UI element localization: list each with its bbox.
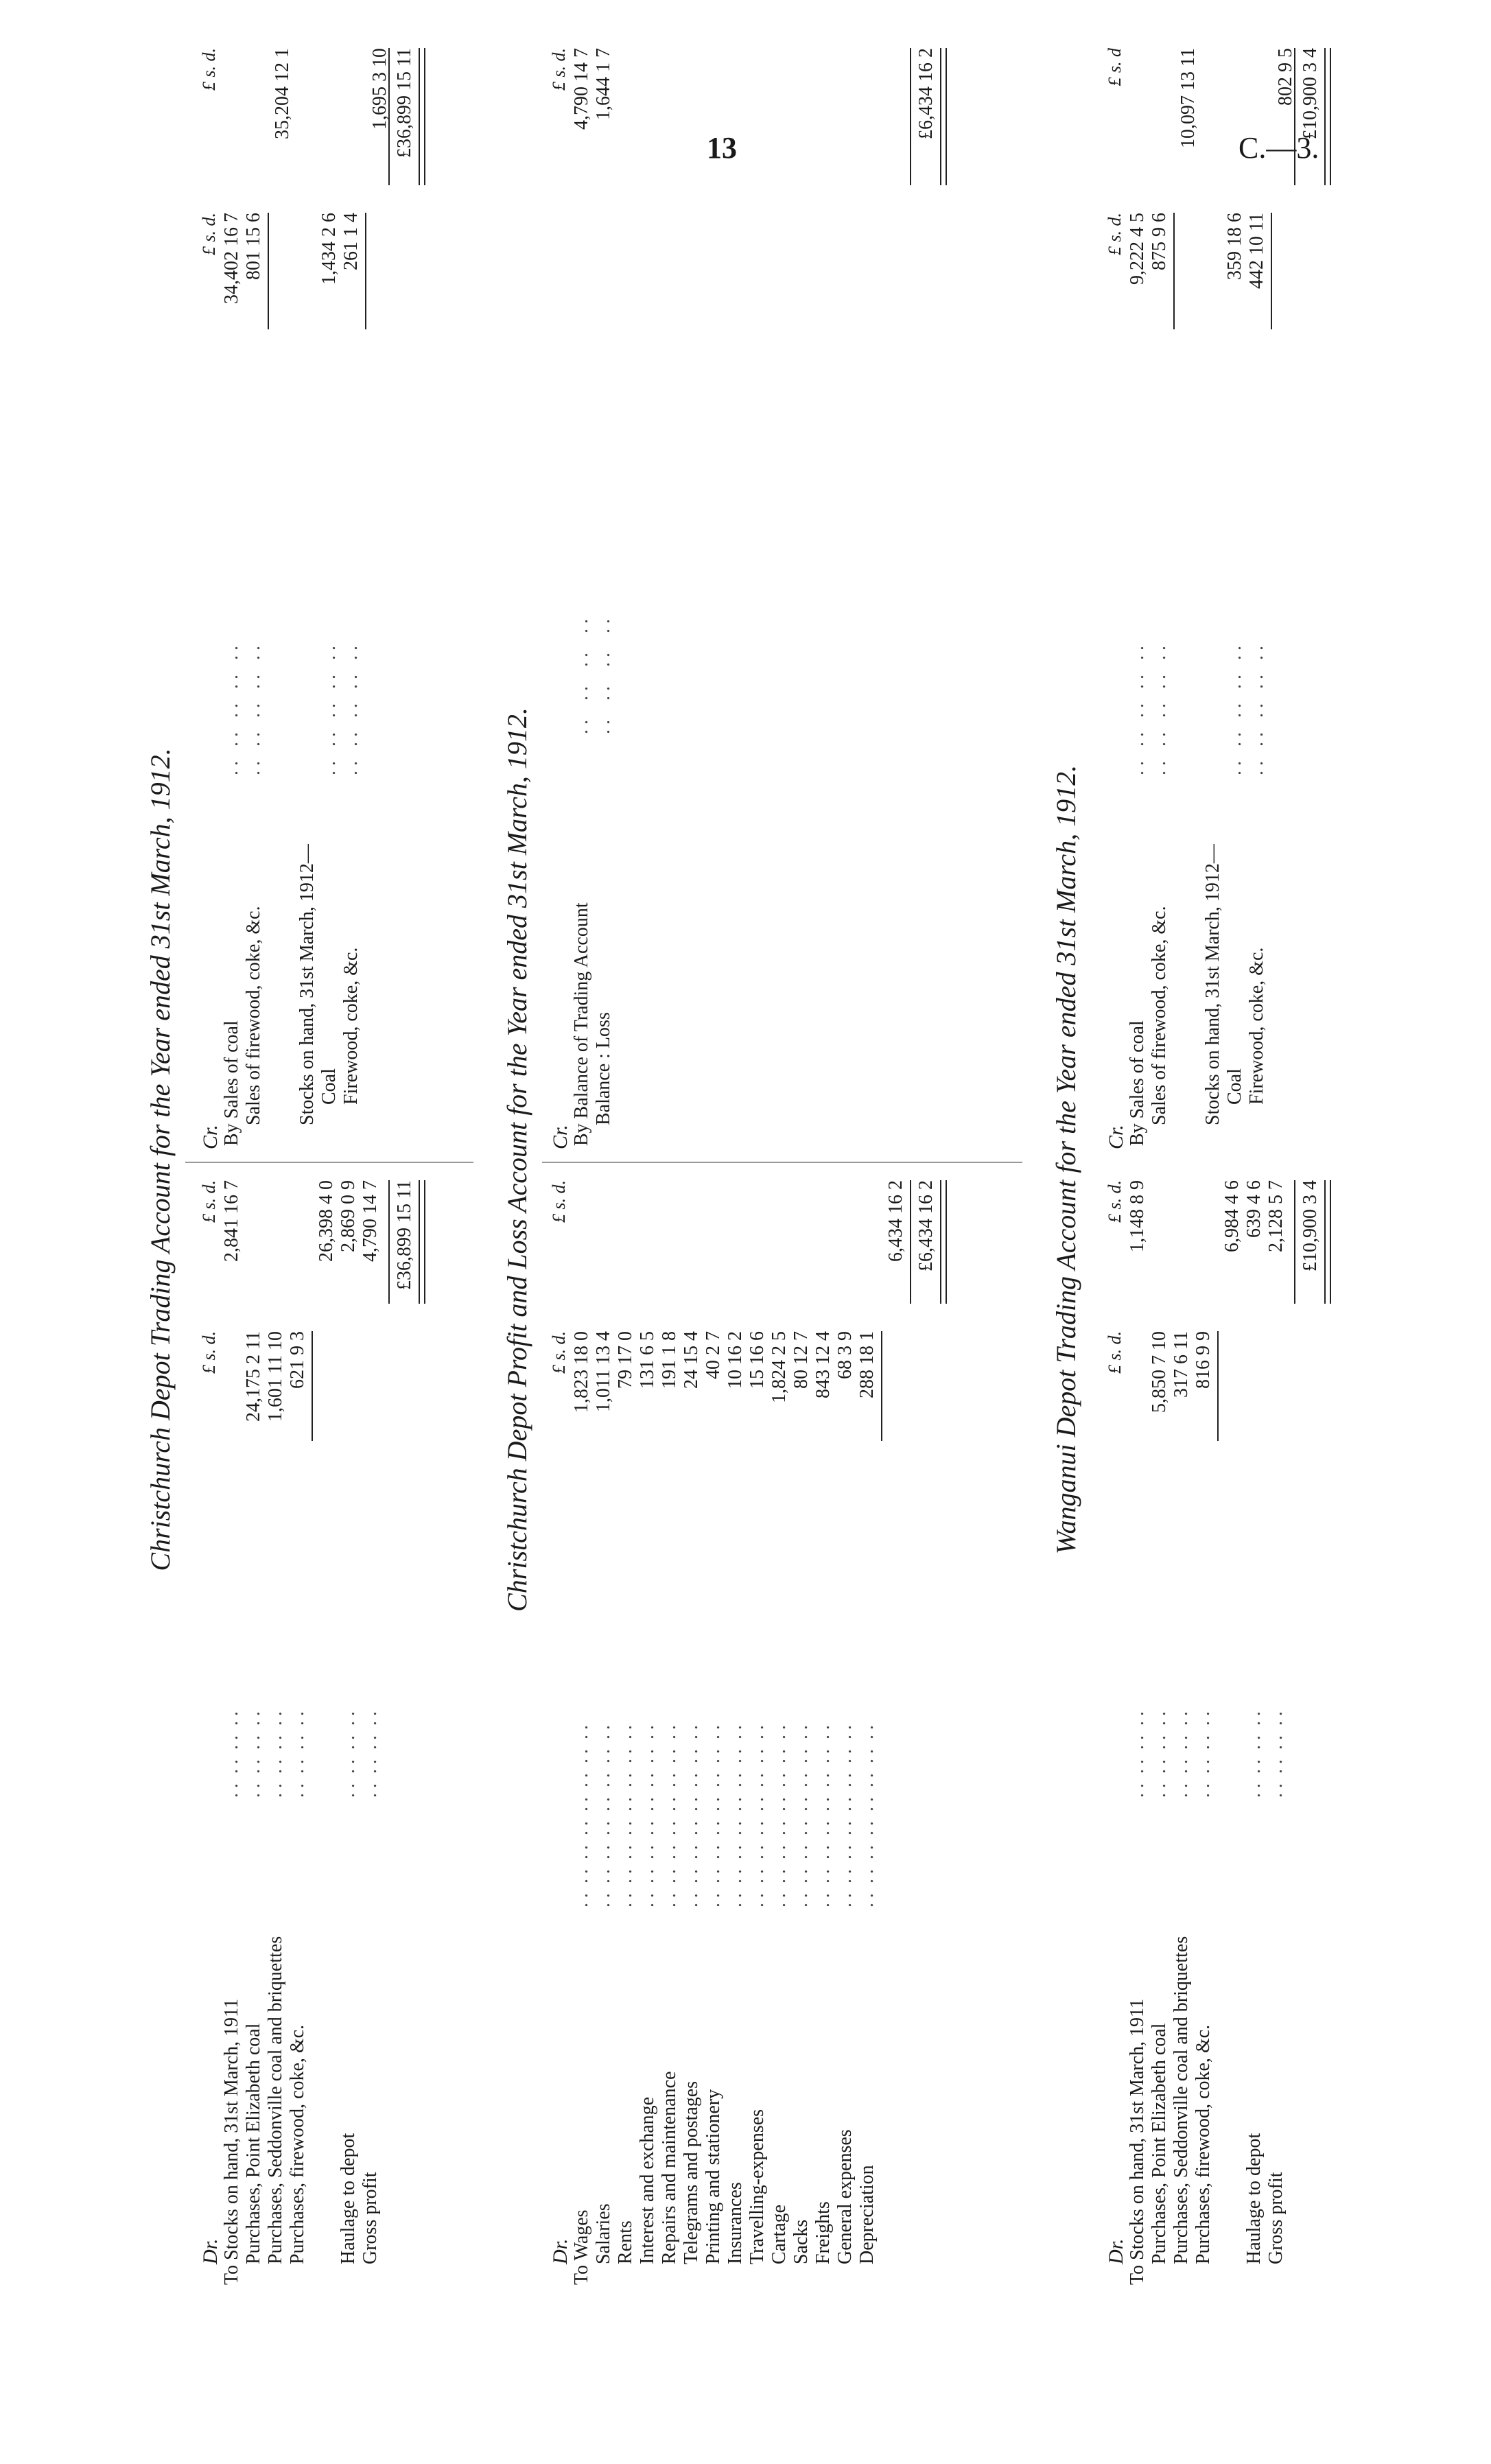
row-label: Salaries: [593, 2203, 614, 2264]
leader-dots: . . . . . . . . . . . . . . . .: [593, 1725, 614, 1908]
cr-inner-col-head: £ s. d.: [199, 213, 219, 256]
row-label: Balance : Loss: [593, 1012, 614, 1125]
leader-dots: . . . . . . . . . . . . . . . .: [725, 1725, 746, 1908]
dr-inner-col-head: £ s. d.: [1105, 1331, 1125, 1374]
total-double-rule: [419, 1180, 425, 1304]
ledger-row: [272, 34, 294, 1160]
total-rule: [388, 48, 390, 185]
outer-amount: 1,148 8 9: [1127, 1180, 1148, 1252]
inner-amount: 80 12 7: [790, 1331, 812, 1389]
account-title: Wanganui Depot Trading Account for the Year ended 31st March, 1912.: [1050, 764, 1081, 1555]
ledger-row: [1193, 1166, 1214, 2292]
leader-dots: . . . . . . . .: [1127, 1711, 1148, 1798]
row-label: Cartage: [768, 2204, 790, 2264]
leader-dots: . . . . . . . . . .: [1246, 646, 1267, 775]
ledger-row: [243, 1166, 265, 2292]
leader-dots: . . . . . . . . . .: [1224, 646, 1245, 775]
dr-inner-col-head: £ s. d.: [549, 1331, 569, 1374]
ledger-row: [1275, 34, 1297, 1160]
dr-header: Dr.: [1105, 2238, 1127, 2264]
leader-dots: . . . . . . . . . . . . . . . .: [812, 1725, 834, 1908]
outer-amount: 1,644 1 7: [593, 48, 614, 120]
inner-amount: 131 6 5: [637, 1331, 658, 1389]
ledger-row: [703, 1166, 725, 2292]
inner-amount: 843 12 4: [812, 1331, 834, 1398]
leader-dots: . . . . . . . . . . . . . . . .: [681, 1725, 702, 1908]
row-label: Gross profit: [360, 2172, 381, 2264]
leader-dots: . . . . . . . .: [593, 619, 614, 734]
total-row: [394, 1166, 416, 2292]
leader-dots: . . . . . . . . . . . . . . . .: [703, 1725, 724, 1908]
total-double-rule: [940, 48, 947, 185]
ledger-row: [221, 34, 243, 1160]
dr-inner-col-head: £ s. d.: [199, 1331, 219, 1374]
outer-amount: 2,869 0 9: [338, 1180, 359, 1252]
subtotal-rule: [1173, 213, 1175, 329]
leader-dots: . . . . . . . . . . . . . . . .: [615, 1725, 636, 1908]
inner-amount: 5,850 7 10: [1149, 1331, 1170, 1413]
total-row: [915, 1166, 937, 2292]
cr-header: Cr.: [549, 1125, 572, 1149]
inner-amount: 79 17 0: [615, 1331, 636, 1389]
row-label: To Wages: [571, 2209, 592, 2285]
cr-inner-col-head: £ s. d.: [1105, 213, 1125, 256]
wanganui-trading-account: [1050, 27, 1461, 2292]
dr-outer-col-head: £ s. d.: [1105, 1180, 1125, 1223]
row-label: Depreciation: [856, 2165, 878, 2264]
ledger-row: [369, 34, 391, 1160]
inner-amount: 1,011 13 4: [593, 1331, 614, 1412]
ledger-row: [318, 34, 340, 1160]
dr-header: Dr.: [549, 2238, 572, 2264]
ledger-row: [571, 1166, 593, 2292]
ledger-row: [338, 1166, 360, 2292]
inner-amount: 191 1 8: [659, 1331, 680, 1389]
paper-reference: C.—3.: [1238, 131, 1319, 165]
total-double-rule: [419, 48, 425, 185]
ledger-row: [360, 1166, 381, 2292]
ledger-row: [1202, 34, 1224, 1160]
dr-total: £36,899 15 11: [394, 1180, 415, 1290]
outer-amount: 639 4 6: [1243, 1180, 1265, 1238]
inner-amount: 801 15 6: [243, 213, 264, 280]
outer-amount: 26,398 4 0: [316, 1180, 337, 1262]
row-label: Stocks on hand, 31st March, 1912—: [1202, 844, 1223, 1125]
leader-dots: . . . . . . . . . . . . . . . .: [768, 1725, 790, 1908]
total-rule: [1294, 1180, 1295, 1304]
ledger-row: [725, 1166, 747, 2292]
cr-outer-col-head: £ s. d.: [549, 48, 569, 91]
ledger-row: [1149, 1166, 1171, 2292]
outer-amount: 4,790 14 7: [360, 1180, 381, 1262]
inner-amount: 816 9 9: [1193, 1331, 1214, 1389]
outer-amount: 4,790 14 7: [571, 48, 592, 130]
leader-dots: . . . . . . . . . .: [318, 646, 340, 775]
ledger-row: [243, 34, 265, 1160]
leader-dots: . . . . . . . .: [265, 1711, 286, 1798]
ledger-row: [885, 1166, 907, 2292]
total-double-rule: [1324, 48, 1331, 185]
leader-dots: . . . . . . . .: [1171, 1711, 1192, 1798]
ledger-row: [316, 1166, 338, 2292]
row-label: Freights: [812, 2201, 834, 2264]
christchurch-trading-account: [144, 27, 528, 2292]
row-label: By Sales of coal: [221, 1020, 242, 1146]
row-label: Repairs and maintenance: [659, 2071, 680, 2264]
inner-amount: 359 18 6: [1224, 213, 1245, 280]
leader-dots: . . . . . . . . . . . . . . . .: [856, 1725, 878, 1908]
leader-dots: . . . . . . . . . . . . . . . .: [790, 1725, 812, 1908]
total-row: [1300, 34, 1322, 1160]
ledger-row: [637, 1166, 659, 2292]
column-divider: [185, 1162, 473, 1163]
account-title: Christchurch Depot Trading Account for the Year ended 31st March, 1912.: [145, 748, 176, 1571]
ledger-row: [1243, 1166, 1265, 2292]
row-label: Interest and exchange: [637, 2096, 658, 2264]
ledger-row: [1246, 34, 1268, 1160]
ledger-row: [593, 34, 615, 1160]
dr-total: £6,434 16 2: [915, 1180, 937, 1271]
cr-total: £6,434 16 2: [915, 48, 937, 139]
inner-amount: 1,824 2 5: [768, 1331, 790, 1403]
cr-total: £10,900 3 4: [1300, 48, 1321, 139]
total-double-rule: [940, 1180, 947, 1304]
row-label: Firewood, coke, &c.: [340, 947, 362, 1105]
ledger-row: [1221, 1166, 1243, 2292]
ledger-row: [593, 1166, 615, 2292]
leader-dots: . . . . . . . .: [1149, 1711, 1170, 1798]
leader-dots: . . . . . . . .: [243, 1711, 264, 1798]
row-label: General expenses: [834, 2129, 856, 2264]
row-label: Haulage to depot: [1243, 2133, 1265, 2264]
ledger-row: [790, 1166, 812, 2292]
leader-dots: . . . . . . . .: [360, 1711, 381, 1798]
inner-amount: 68 3 9: [834, 1331, 856, 1379]
ledger-row: [1127, 1166, 1149, 2292]
ledger-row: [615, 1166, 637, 2292]
column-divider: [542, 1162, 1022, 1163]
dr-total: £10,900 3 4: [1300, 1180, 1321, 1271]
ledger-row: [1265, 1166, 1287, 2292]
leader-dots: . . . . . . . .: [1265, 1711, 1287, 1798]
row-label: Coal: [318, 1068, 340, 1105]
inner-amount: 1,601 11 10: [265, 1331, 286, 1422]
leader-dots: . . . . . . . .: [1243, 1711, 1265, 1798]
row-label: Telegrams and postages: [681, 2080, 702, 2264]
outer-amount: 35,204 12 1: [272, 48, 293, 139]
row-label: Firewood, coke, &c.: [1246, 947, 1267, 1105]
outer-amount: 6,984 4 6: [1221, 1180, 1243, 1252]
row-label: Rents: [615, 2220, 636, 2264]
ledger-row: [265, 1166, 287, 2292]
total-row: [1300, 1166, 1322, 2292]
total-rule: [388, 1180, 390, 1304]
leader-dots: . . . . . . . . . .: [340, 646, 362, 775]
leader-dots: . . . . . . . . . .: [1149, 646, 1170, 775]
inner-amount: 442 10 11: [1246, 213, 1267, 289]
row-label: Insurances: [725, 2182, 746, 2264]
row-label: Sales of firewood, coke, &c.: [243, 906, 264, 1125]
row-label: To Stocks on hand, 31st March, 1911: [1127, 1999, 1148, 2285]
leader-dots: . . . . . . . . . . . . . . . .: [637, 1725, 658, 1908]
ledger-row: [1177, 34, 1199, 1160]
inner-amount: 1,434 2 6: [318, 213, 340, 285]
ledger-row: [221, 1166, 243, 2292]
inner-amount: 24,175 2 11: [243, 1331, 264, 1422]
ledger-row: [287, 1166, 309, 2292]
cr-outer-col-head: £ s. d.: [199, 48, 219, 91]
row-label: Gross profit: [1265, 2172, 1287, 2264]
leader-dots: . . . . . . . . . .: [1127, 646, 1148, 775]
ledger-row: [681, 1166, 703, 2292]
subtotal-rule: [312, 1331, 313, 1441]
row-label: Sacks: [790, 2219, 812, 2264]
outer-amount: 2,128 5 7: [1265, 1180, 1287, 1252]
row-label: Purchases, Seddonville coal and briquettes: [1171, 1936, 1192, 2264]
subtotal-rule: [881, 1331, 882, 1441]
ledger-row: [659, 1166, 681, 2292]
row-label: Purchases, Seddonville coal and briquettes: [265, 1936, 286, 2264]
leader-dots: . . . . . . . .: [338, 1711, 359, 1798]
subtotal-rule: [268, 213, 269, 329]
ledger-row: [1127, 34, 1149, 1160]
row-label: Coal: [1224, 1068, 1245, 1105]
leader-dots: . . . . . . . . . .: [243, 646, 264, 775]
total-row: [394, 34, 416, 1160]
inner-amount: 15 16 6: [747, 1331, 768, 1389]
ledger-row: [768, 1166, 790, 2292]
row-label: Sales of firewood, coke, &c.: [1149, 906, 1170, 1125]
cr-total: £36,899 15 11: [394, 48, 415, 158]
accounts-sheet: [144, 27, 1491, 2292]
subtotal-rule: [1271, 213, 1272, 329]
row-label: To Stocks on hand, 31st March, 1911: [221, 1999, 242, 2285]
inner-amount: 317 6 11: [1171, 1331, 1192, 1398]
row-label: Purchases, firewood, coke, &c.: [1193, 2024, 1214, 2264]
account-title: Christchurch Depot Profit and Loss Account for the Year ended 31st March, 1912.: [502, 707, 532, 1612]
row-label: Printing and stationery: [703, 2089, 724, 2264]
inner-amount: 288 18 1: [856, 1331, 878, 1398]
ledger-row: [1224, 34, 1246, 1160]
ledger-row: [571, 34, 593, 1160]
leader-dots: . . . . . . . .: [221, 1711, 242, 1798]
dr-outer-col-head: £ s. d.: [549, 1180, 569, 1223]
leader-dots: . . . . . . . . . . . . . . . .: [834, 1725, 856, 1908]
dr-outer-col-head: £ s. d.: [199, 1180, 219, 1223]
total-rule: [910, 1180, 911, 1304]
ledger-row: [296, 34, 318, 1160]
ledger-row: [856, 1166, 878, 2292]
outer-amount: 10,097 13 11: [1177, 48, 1199, 148]
outer-amount: 802 9 5: [1275, 48, 1296, 106]
ledger-row: [747, 1166, 768, 2292]
inner-amount: 261 1 4: [340, 213, 362, 270]
subtotal-rule: [365, 213, 366, 329]
inner-amount: 1,823 18 0: [571, 1331, 592, 1413]
page-number: 13: [707, 131, 737, 165]
total-row: [915, 34, 937, 1160]
cr-header: Cr.: [199, 1125, 222, 1149]
total-double-rule: [1324, 1180, 1331, 1304]
row-label: Stocks on hand, 31st March, 1912—: [296, 844, 318, 1125]
cr-header: Cr.: [1105, 1125, 1127, 1149]
row-label: By Sales of coal: [1127, 1020, 1148, 1146]
leader-dots: . . . . . . . . . .: [221, 646, 242, 775]
leader-dots: . . . . . . . .: [287, 1711, 308, 1798]
total-rule: [1294, 48, 1295, 185]
total-rule: [910, 48, 911, 185]
inner-amount: 9,222 4 5: [1127, 213, 1148, 285]
dr-header: Dr.: [199, 2238, 222, 2264]
leader-dots: . . . . . . . .: [571, 619, 592, 734]
outer-amount: 1,695 3 10: [369, 48, 390, 130]
ledger-row: [1171, 1166, 1193, 2292]
row-label: Purchases, Point Elizabeth coal: [1149, 2023, 1170, 2264]
inner-amount: 34,402 16 7: [221, 213, 242, 304]
leader-dots: . . . . . . . . . . . . . . . .: [659, 1725, 680, 1908]
leader-dots: . . . . . . . . . . . . . . . .: [571, 1725, 592, 1908]
outer-amount: 2,841 16 7: [221, 1180, 242, 1262]
ledger-row: [834, 1166, 856, 2292]
row-label: Haulage to depot: [338, 2133, 359, 2264]
row-label: Purchases, firewood, coke, &c.: [287, 2024, 308, 2264]
inner-amount: 24 15 4: [681, 1331, 702, 1389]
outer-amount: 6,434 16 2: [885, 1180, 906, 1262]
subtotal-rule: [1217, 1331, 1219, 1441]
inner-amount: 621 9 3: [287, 1331, 308, 1389]
inner-amount: 875 9 6: [1149, 213, 1170, 270]
ledger-row: [812, 1166, 834, 2292]
cr-outer-col-head: £ s. d: [1105, 48, 1125, 86]
row-label: Purchases, Point Elizabeth coal: [243, 2023, 264, 2264]
leader-dots: . . . . . . . . . . . . . . . .: [747, 1725, 768, 1908]
christchurch-profit-loss-account: [501, 27, 1064, 2292]
ledger-row: [1149, 34, 1171, 1160]
row-label: By Balance of Trading Account: [571, 902, 592, 1146]
ledger-row: [340, 34, 362, 1160]
inner-amount: 40 2 7: [703, 1331, 724, 1379]
row-label: Travelling-expenses: [747, 2109, 768, 2264]
leader-dots: . . . . . . . .: [1193, 1711, 1214, 1798]
inner-amount: 10 16 2: [725, 1331, 746, 1389]
